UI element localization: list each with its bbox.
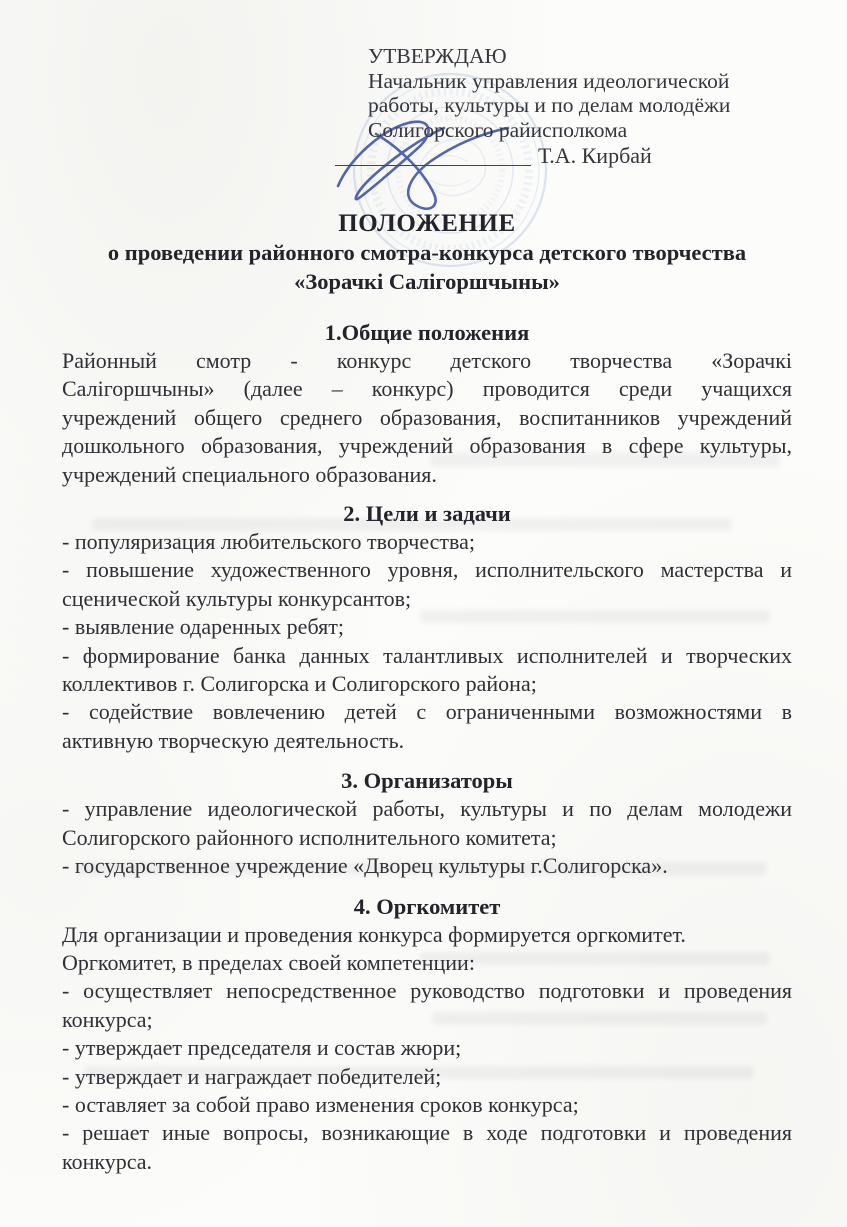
signer-name: Т.А. Кирбай xyxy=(538,143,652,169)
section-heading-1: 1.Общие положения xyxy=(324,320,530,345)
text-line: учреждений общего среднего образования, воспитанников учреждений xyxy=(62,404,792,430)
section-body-3 xyxy=(62,795,792,880)
section-body-1 xyxy=(62,347,792,489)
text-line: сценической культуры конкурсантов; xyxy=(62,585,412,611)
text-line: конкурса; xyxy=(62,1006,153,1032)
text-line: - государственное учреждение «Дворец культуры г.Солигорска». xyxy=(62,853,668,879)
document-title-block xyxy=(62,208,792,296)
section-heading-3: 3. Организаторы xyxy=(341,768,513,794)
section-heading-4: 4. Оргкомитет xyxy=(353,893,501,919)
text-line: - утверждает председателя и состав жюри; xyxy=(62,1035,462,1061)
text-line: - содействие вовлечению детей с ограниченными возможностями в xyxy=(62,699,792,725)
text-line: активную творческую деятельность. xyxy=(62,727,405,753)
text-line: - утверждает и награждает победителей; xyxy=(62,1063,442,1089)
text-line: конкурса. xyxy=(62,1148,153,1174)
text-line: учреждений специального образования. xyxy=(62,461,437,487)
text-line: - повышение художественного уровня, исполнительского мастерства и xyxy=(62,557,792,583)
text-line: Районный смотр - конкурс детского творчества «Зорачкі xyxy=(62,348,792,373)
text-line: - осуществляет непосредственное руководство подготовки и проведения xyxy=(62,978,792,1004)
document-subtitle: о проведении районного смотра-конкурса детского творчества xyxy=(107,240,747,265)
section-body-4 xyxy=(62,921,792,1177)
text-line: Для организации и проведения конкурса формируется оргкомитет. xyxy=(62,921,686,947)
text-line: Салігоршчыны» (далее – конкурс) проводится среди учащихся xyxy=(62,376,792,402)
text-line: коллективов г. Солигорска и Солигорского района; xyxy=(62,671,537,697)
section-body-2 xyxy=(62,528,792,755)
document-subtitle: «Зорачкі Салігоршчыны» xyxy=(294,268,560,294)
text-line: - управление идеологической работы, культуры и по делам молодежи xyxy=(62,796,792,822)
text-line: Солигорского районного исполнительного комитета; xyxy=(62,824,557,850)
approver-title-line: Солигорского райисполкома xyxy=(368,117,628,142)
text-line: - популяризация любительского творчества; xyxy=(62,529,476,555)
text-line: - решает иные вопросы, возникающие в ходе подготовки и проведения xyxy=(62,1120,792,1146)
approver-title-line: работы, культуры и по делам молодёжи xyxy=(368,93,731,118)
approval-label: УТВЕРЖДАЮ xyxy=(368,44,507,68)
text-line: - оставляет за собой право изменения сроков конкурса; xyxy=(62,1091,579,1117)
text-line: дошкольного образования, учреждений образования в сфере культуры, xyxy=(62,433,792,459)
document-title: ПОЛОЖЕНИЕ xyxy=(338,210,516,237)
section-heading-2: 2. Цели и задачи xyxy=(343,501,511,527)
document-content xyxy=(62,0,792,1176)
text-line: Оргкомитет, в пределах своей компетенции: xyxy=(62,949,475,975)
approver-title-line: Начальник управления идеологической xyxy=(368,68,730,93)
text-line: - формирование банка данных талантливых исполнителей и творческих xyxy=(62,642,792,668)
text-line: - выявление одаренных ребят; xyxy=(62,614,344,640)
